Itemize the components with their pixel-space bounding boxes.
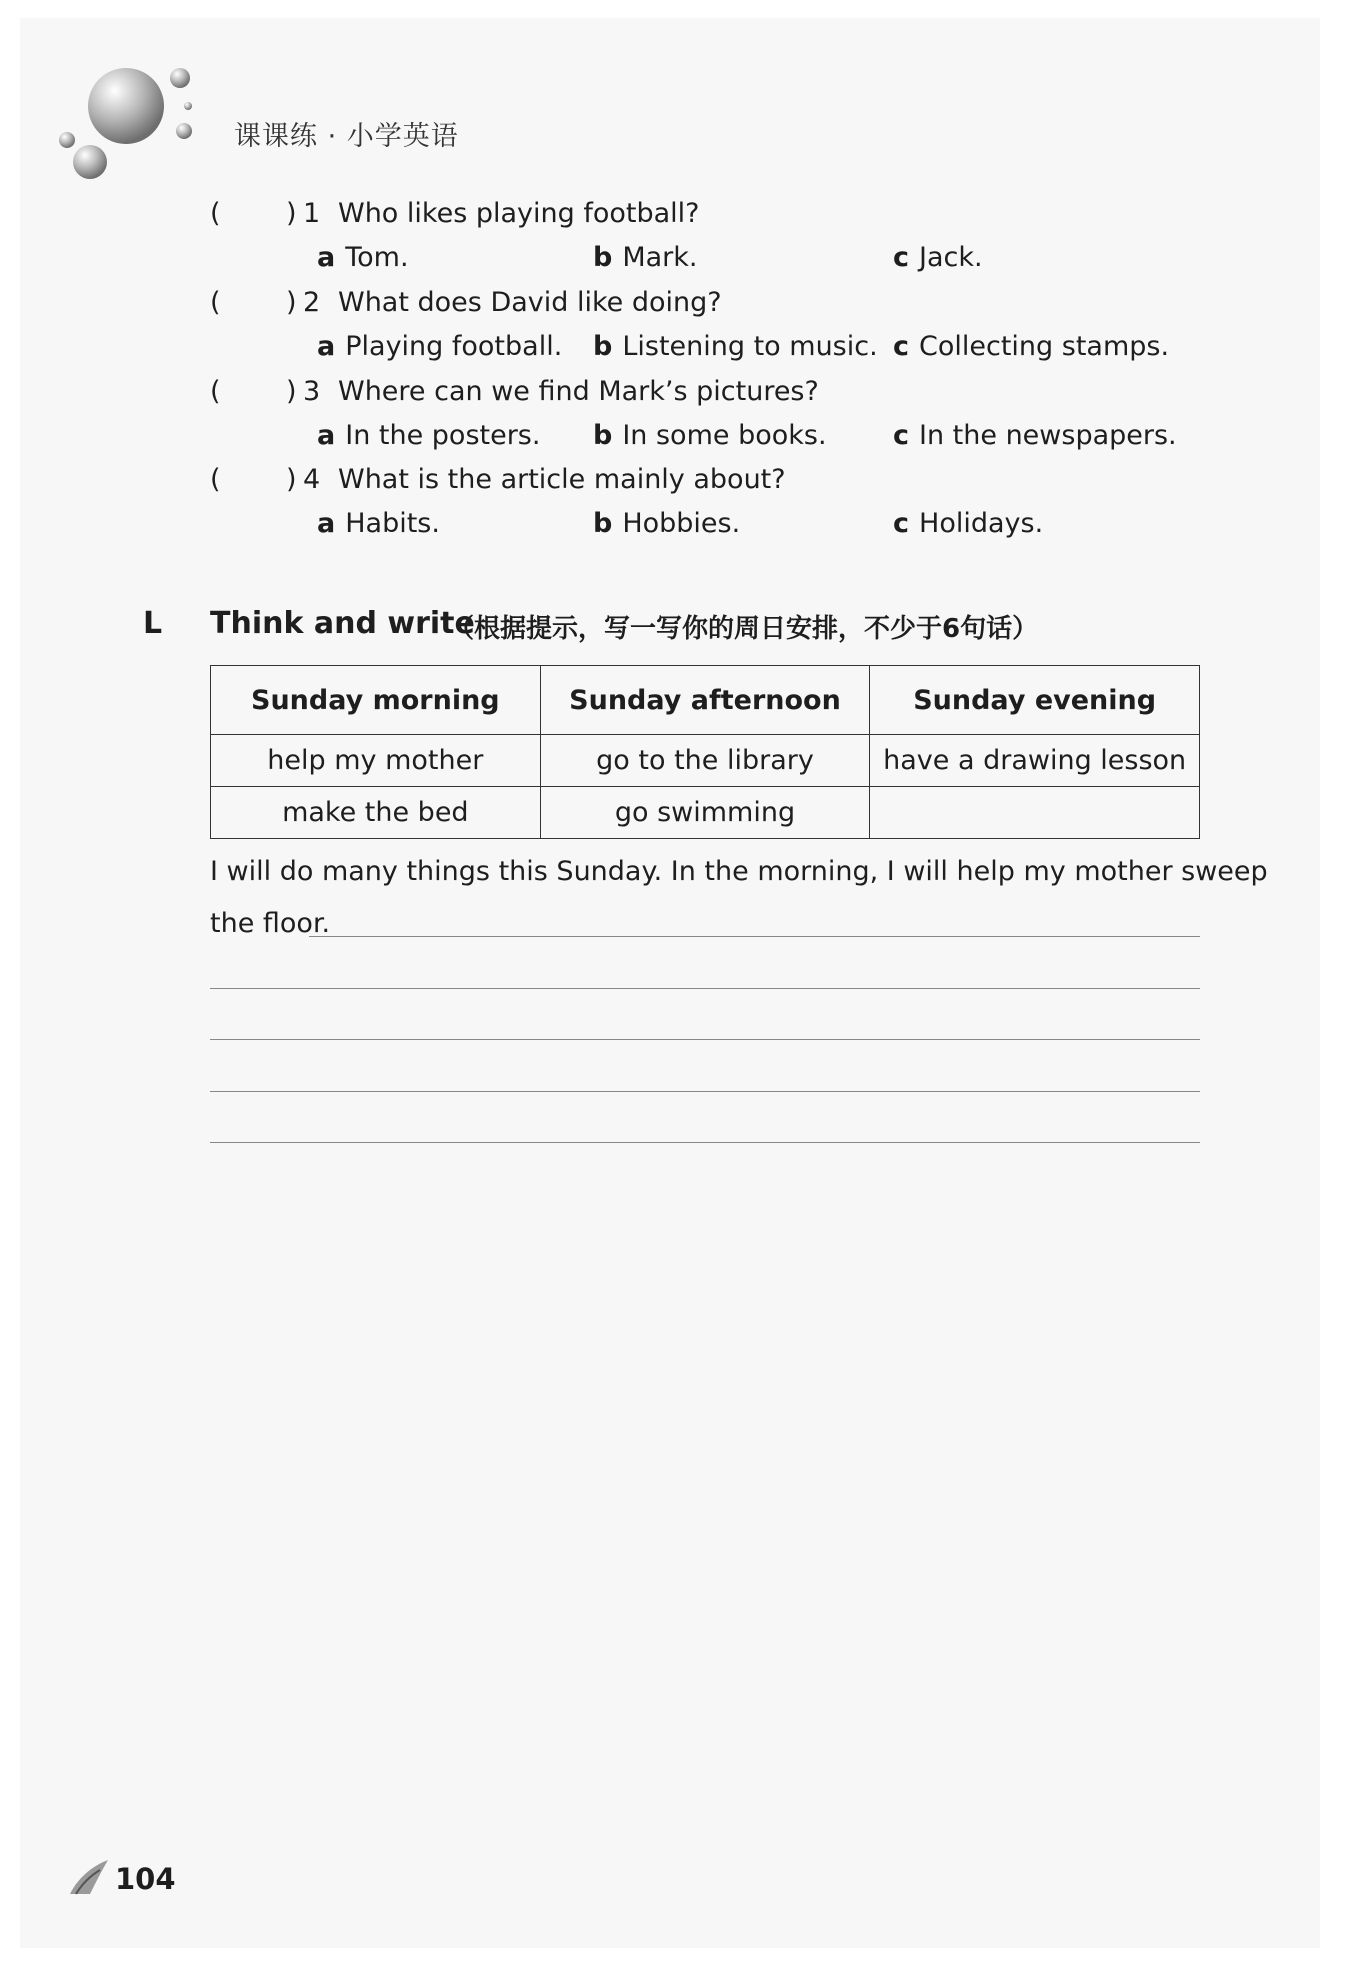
writing-line[interactable] [210, 988, 1200, 989]
bubbles-decoration-icon [50, 58, 200, 188]
answer-blank-close: ) [286, 464, 297, 495]
section-instruction: （根据提示，写一写你的周日安排，不少于6句话） [448, 614, 1039, 644]
question-text: What is the article mainly about? [338, 464, 786, 495]
table-cell: help my mother [211, 735, 541, 787]
sunday-schedule-table [210, 665, 1200, 839]
answer-option [593, 508, 740, 539]
book-title: 课课练 · 小学英语 [234, 121, 459, 152]
table-header: Sunday evening [870, 666, 1200, 735]
answer-option [893, 242, 983, 273]
section-letter: L [143, 606, 163, 641]
answer-option [593, 420, 827, 451]
option-text: Collecting stamps. [919, 331, 1170, 362]
answer-option [317, 420, 540, 451]
answer-blank-close: ) [286, 287, 297, 318]
option-letter: a [317, 331, 336, 362]
question-text: Who likes playing football? [338, 198, 700, 229]
answer-option [317, 508, 440, 539]
answer-blank-open[interactable]: ( [210, 376, 221, 407]
answer-blank-open[interactable]: ( [210, 464, 221, 495]
option-text: In some books. [622, 420, 827, 451]
answer-blank-close: ) [286, 376, 297, 407]
option-text: Mark. [622, 242, 698, 273]
option-letter: a [317, 242, 336, 273]
answer-option [593, 331, 878, 362]
option-letter: c [893, 331, 910, 362]
question-number: 3 [303, 376, 321, 407]
table-header: Sunday morning [211, 666, 541, 735]
table-cell [870, 787, 1200, 839]
answer-option [317, 242, 409, 273]
option-text: Playing football. [345, 331, 563, 362]
table-row [211, 787, 1200, 839]
option-letter: b [593, 420, 613, 451]
option-text: Jack. [919, 242, 983, 273]
answer-option [893, 508, 1043, 539]
option-text: Holidays. [919, 508, 1044, 539]
option-text: In the posters. [345, 420, 541, 451]
table-header: Sunday afternoon [540, 666, 870, 735]
option-letter: c [893, 508, 910, 539]
option-letter: c [893, 242, 910, 273]
table-row [211, 735, 1200, 787]
answer-option [893, 420, 1177, 451]
writing-line[interactable] [210, 1091, 1200, 1092]
table-cell: have a drawing lesson [870, 735, 1200, 787]
paragraph-line: I will do many things this Sunday. In the morning, I will help my mother sweep [210, 856, 1268, 887]
answer-blank-open[interactable]: ( [210, 198, 221, 229]
option-letter: b [593, 242, 613, 273]
option-text: Hobbies. [622, 508, 741, 539]
option-text: In the newspapers. [919, 420, 1177, 451]
paragraph-line: the floor. [210, 908, 331, 939]
option-letter: a [317, 508, 336, 539]
option-letter: a [317, 420, 336, 451]
writing-line[interactable] [210, 1039, 1200, 1040]
option-letter: b [593, 508, 613, 539]
answer-blank-open[interactable]: ( [210, 287, 221, 318]
table-cell: go to the library [540, 735, 870, 787]
writing-line[interactable] [309, 936, 1200, 937]
answer-option [317, 331, 562, 362]
question-number: 1 [303, 198, 321, 229]
question-text: What does David like doing? [338, 287, 722, 318]
section-title: Think and write [210, 606, 475, 641]
leaf-decoration-icon [68, 1856, 114, 1896]
page-number: 104 [115, 1862, 176, 1896]
question-number: 2 [303, 287, 321, 318]
answer-option [893, 331, 1169, 362]
option-letter: c [893, 420, 910, 451]
table-cell: go swimming [540, 787, 870, 839]
option-letter: b [593, 331, 613, 362]
answer-option [593, 242, 698, 273]
question-text: Where can we find Mark’s pictures? [338, 376, 819, 407]
option-text: Habits. [345, 508, 440, 539]
table-cell: make the bed [211, 787, 541, 839]
answer-blank-close: ) [286, 198, 297, 229]
option-text: Listening to music. [622, 331, 878, 362]
worksheet-page [20, 18, 1320, 1948]
question-number: 4 [303, 464, 321, 495]
option-text: Tom. [345, 242, 409, 273]
writing-line[interactable] [210, 1142, 1200, 1143]
